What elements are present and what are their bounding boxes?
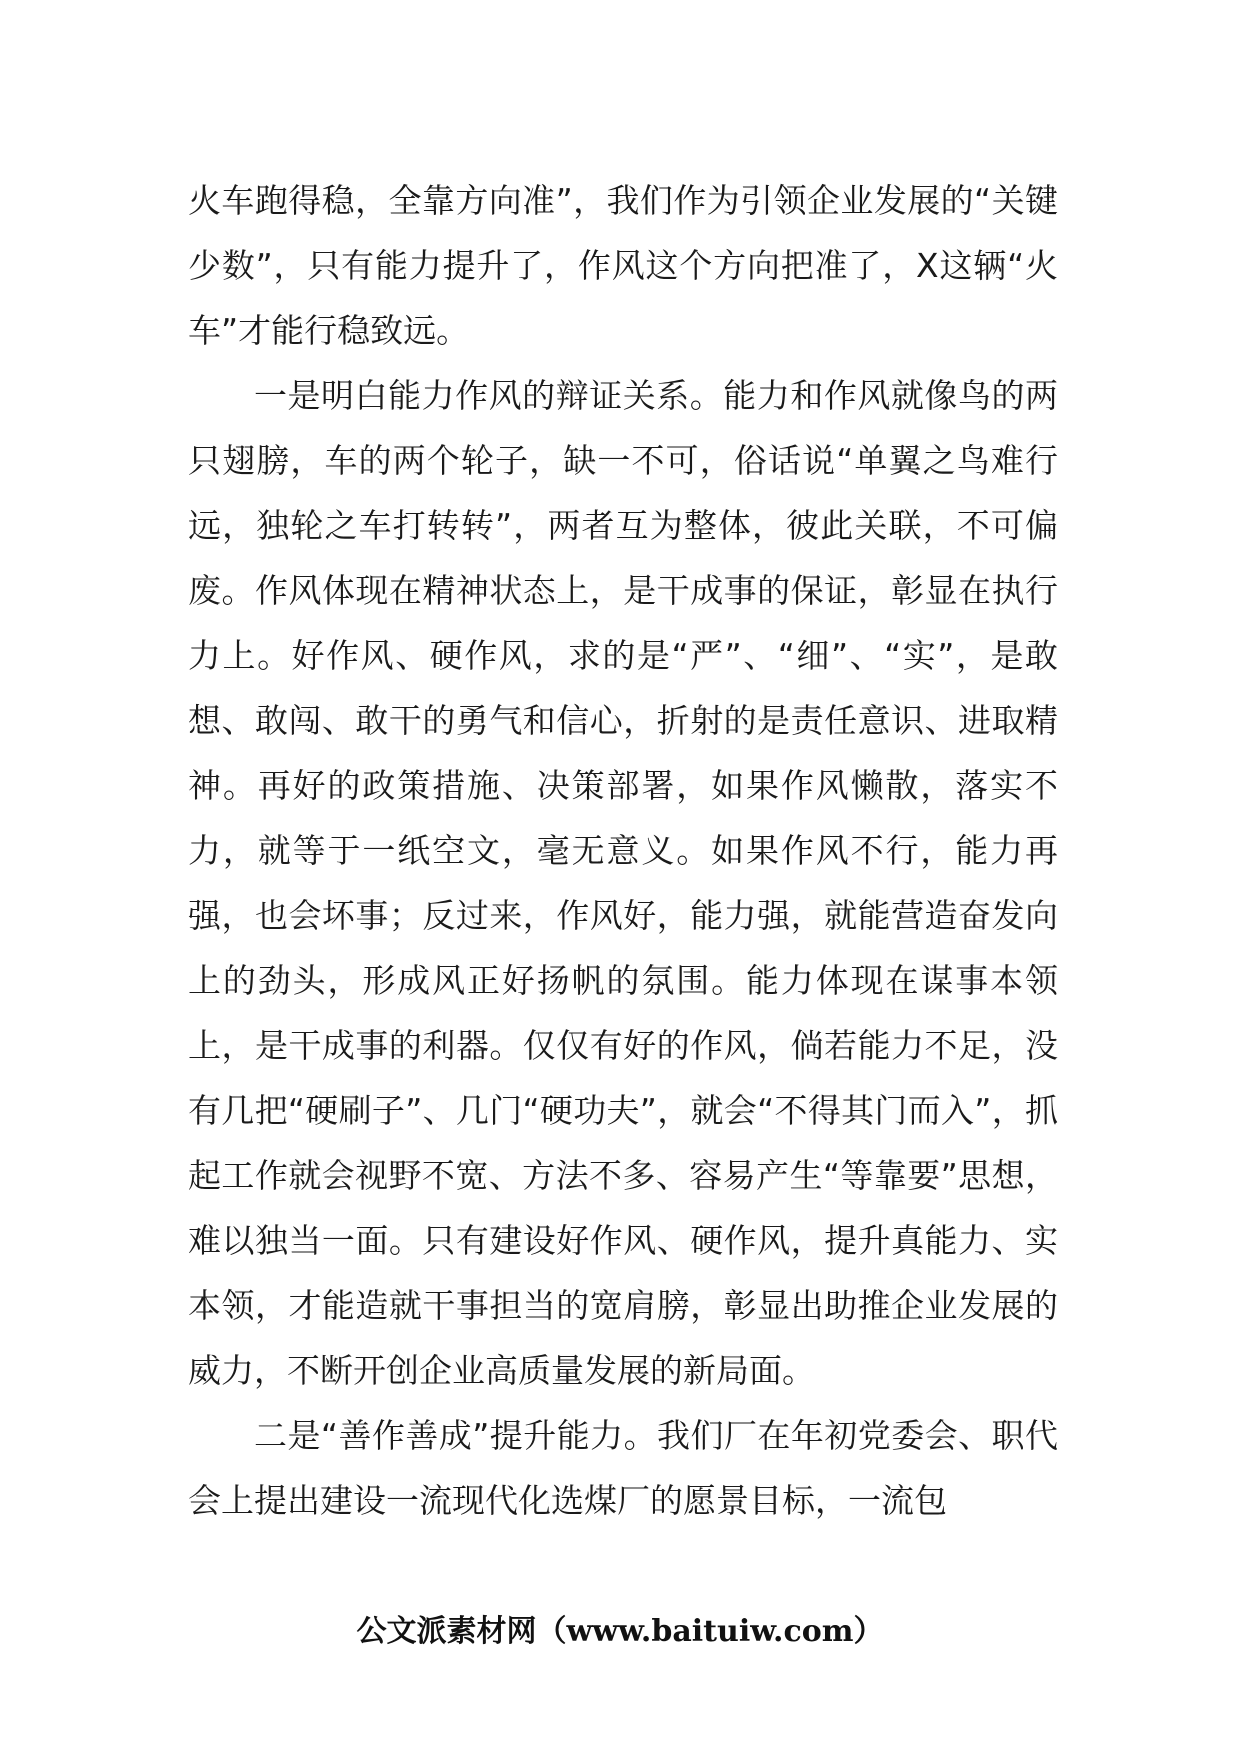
footer-watermark-text: 公文派素材网（www.baituiw.com） — [356, 1614, 884, 1649]
paragraph-continuation: 火车跑得稳，全靠方向准”，我们作为引领企业发展的“关键少数”，只有能力提升了，作风这个方向把准了，X这辆“火车”才能行稳致远。 — [188, 181, 1058, 350]
paragraph-two: 二是“善作善成”提升能力。我们厂在年初党委会、职代会上提出建设一流现代化选煤厂的愿景目标，一流包 — [188, 1416, 1058, 1520]
paragraph-one: 一是明白能力作风的辩证关系。能力和作风就像鸟的两只翅膀，车的两个轮子，缺一不可，俗话说“单翼之鸟难行远，独轮之车打转转”，两者互为整体，彼此关联，不可偏废。作风体现在精神状态上，是干成事的保证，彰显在执行力上。好作风、硬作风，求的是“严”、“细”、“实”，是敢想、敢闯、敢干的勇气和信心，折射的是责任意识、进取精神。再好的政策措施、决策部署，如果作风懒散，落实不力，就等于一纸空文，毫无意义。如果作风不行，能力再强，也会坏事；反过来，作风好，能力强，就能营造奋发向上的劲头，形成风正好扬帆的氛围。能力体现在谋事本领上，是干成事的利器。仅仅有好的作风，倘若能力不足，没有几把“硬刷子”、几门“硬功夫”，就会“不得其门而入”，抓起工作就会视野不宽、方法不多、容易产生“等靠要”思想，难以独当一面。只有建设好作风、硬作风，提升真能力、实本领，才能造就干事担当的宽肩膀，彰显出助推企业发展的威力，不断开创企业高质量发展的新局面。 — [188, 376, 1058, 1390]
body-text — [188, 168, 1058, 1533]
